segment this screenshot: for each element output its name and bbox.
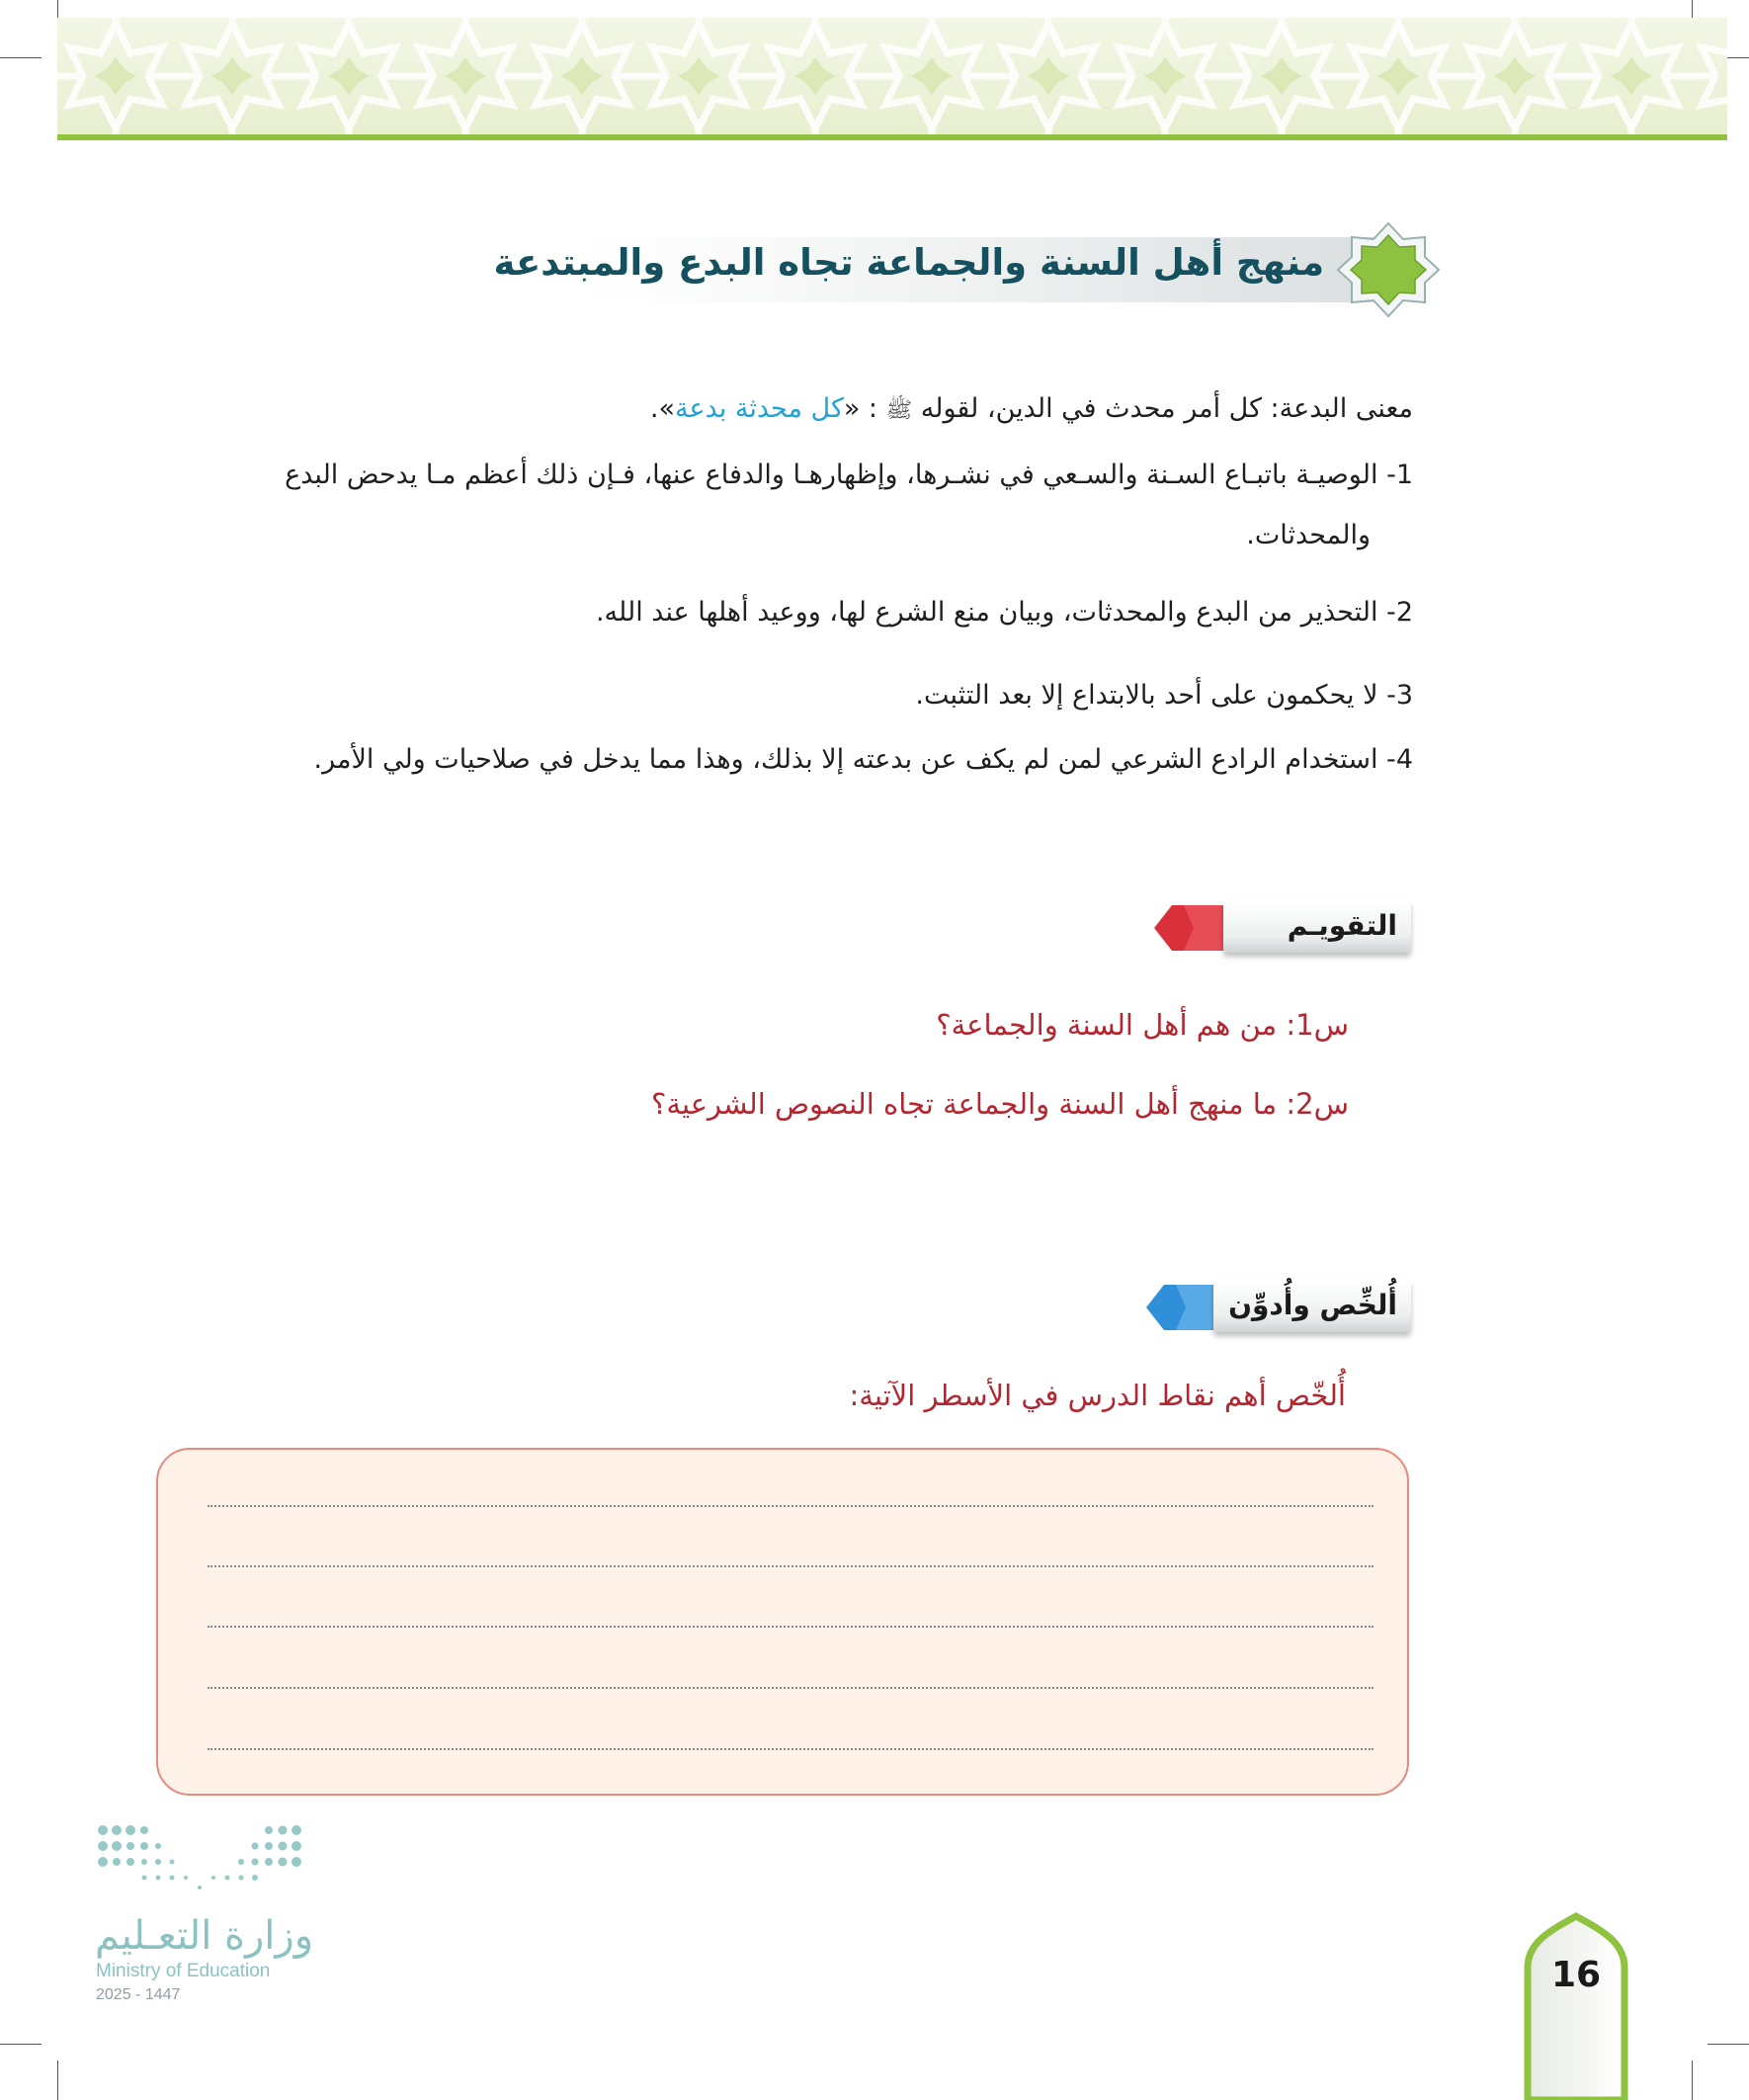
ministry-name-arabic: وزارة التعـليم: [95, 1913, 314, 1959]
section-title: منهج أهل السنة والجماعة تجاه البدع والمبتدعة: [493, 241, 1324, 284]
quote-close: ».: [649, 393, 676, 424]
point-3: 3- لا يحكمون على أحد بالابتداع إلا بعد التثبت.: [915, 680, 1413, 711]
edition-year: 2025 - 1447: [96, 1986, 181, 2003]
bidah-definition: [650, 393, 1413, 428]
notes-box[interactable]: [156, 1448, 1409, 1796]
hadith-highlight: كل محدثة بدعة: [675, 393, 844, 424]
page-number: 16: [1550, 1955, 1602, 1995]
summary-tab: [1146, 1281, 1411, 1336]
question-1: س1: من هم أهل السنة والجماعة؟: [936, 1008, 1349, 1042]
crop-mark: [1692, 2060, 1693, 2100]
point-1: 1- الوصيـة باتبـاع السـنة والسـعي في نشـرها، وإظهارهـا والدفاع عنها، فـإن ذلك أعظم مـا يدحض البدع: [285, 460, 1413, 490]
crop-mark: [1707, 2044, 1749, 2045]
ministry-name-english: Ministry of Education: [96, 1961, 271, 1981]
definition-text: معنى البدعة: كل أمر محدث في الدين، لقوله: [920, 393, 1413, 424]
ministry-logo-icon: [95, 1820, 312, 1899]
red-ribbon-icon: [1154, 901, 1233, 957]
evaluation-label: التقويـم: [1287, 909, 1397, 942]
summary-prompt: أُلخّص أهم نقاط الدرس في الأسطر الآتية:: [849, 1379, 1346, 1412]
islamic-pattern-icon: [57, 18, 1727, 134]
section-title-banner: [493, 221, 1443, 318]
point-4: 4- استخدام الرادع الشرعي لمن لم يكف عن بدعته إلا بذلك، وهذا مما يدخل في صلاحيات ولي الأمر.: [313, 744, 1413, 775]
crop-mark: [0, 2044, 42, 2045]
header-pattern-band: [57, 18, 1727, 134]
summary-label: أُلخِّص وأُدوِّن: [1228, 1289, 1397, 1321]
page-number-tab-icon: [1522, 1912, 1630, 2100]
writing-line[interactable]: [208, 1626, 1374, 1628]
writing-line[interactable]: [208, 1748, 1374, 1750]
header-divider: [57, 134, 1727, 140]
writing-line[interactable]: [208, 1565, 1374, 1567]
writing-line[interactable]: [208, 1687, 1374, 1689]
evaluation-tab: [1154, 901, 1411, 957]
crop-mark: [57, 2060, 58, 2100]
octagram-badge-icon: [1334, 221, 1443, 318]
crop-mark: [0, 57, 42, 58]
point-1-continuation: والمحدثات.: [1246, 520, 1371, 550]
quote-open: : «: [843, 393, 886, 424]
salawat-symbol: ﷺ: [885, 398, 913, 423]
writing-line[interactable]: [208, 1505, 1374, 1507]
point-2: 2- التحذير من البدع والمحدثات، وبيان منع الشرع لها، ووعيد أهلها عند الله.: [595, 597, 1413, 628]
question-2: س2: ما منهج أهل السنة والجماعة تجاه النصوص الشرعية؟: [651, 1087, 1349, 1121]
